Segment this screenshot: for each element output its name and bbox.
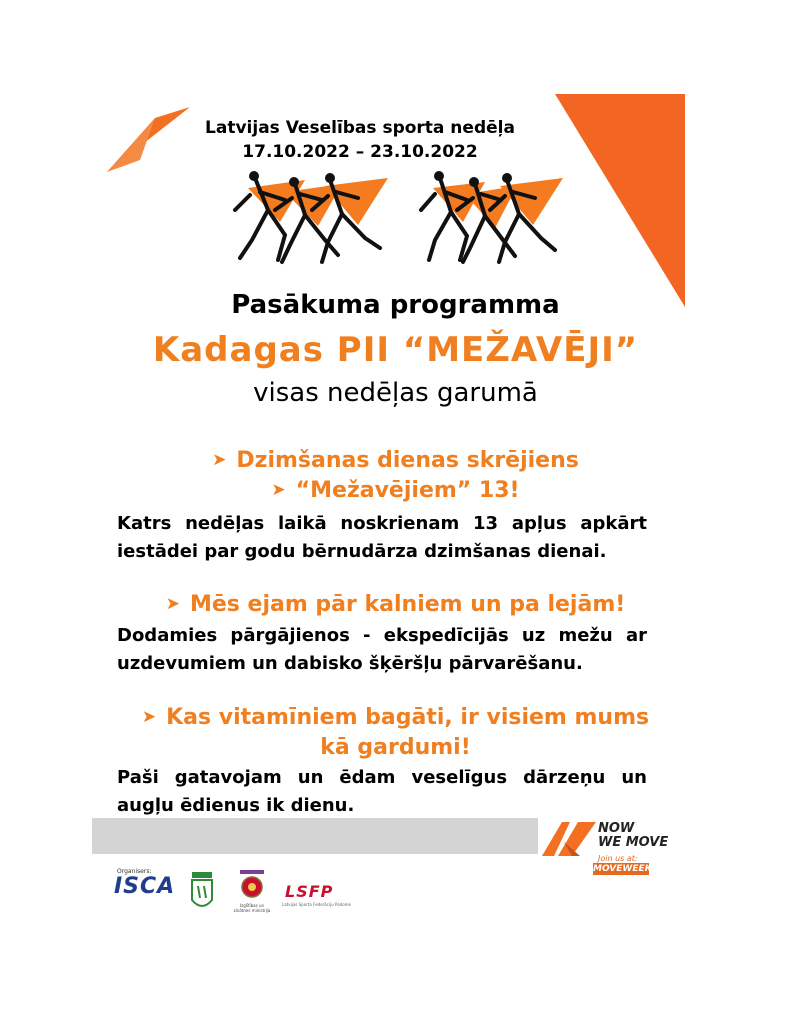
runner-group-right [421, 171, 563, 262]
section-2-heading: ➤ Mēs ejam pār kalniem un pa lejām! [165, 592, 626, 617]
now-we-move-logo-icon [540, 818, 600, 862]
top-right-triangle-icon [555, 94, 685, 307]
runners-illustration [230, 170, 570, 270]
section-1-heading-line-1: ➤ Dzimšanas dienas skrējiens [212, 448, 579, 473]
arrow-bullet-icon: ➤ [165, 594, 180, 614]
program-subtitle: visas nedēļas garumā [253, 378, 538, 408]
section-3-heading-line-1: ➤ Kas vitamīniem bagāti, ir visiem mums [141, 705, 650, 730]
event-dates: 17.10.2022 – 23.10.2022 [242, 142, 478, 162]
section-1-body: Katrs nedēļas laikā noskrienam 13 apļus apkārt iestādei par godu bērnudārza dzimšanas dienai. [117, 513, 647, 562]
arrow-bullet-icon: ➤ [212, 450, 227, 470]
ministry-crest-icon [237, 870, 267, 902]
runner-group-left [235, 171, 388, 262]
program-heading: Pasākuma programma [231, 290, 560, 320]
arrow-bullet-icon: ➤ [141, 707, 157, 727]
isca-logo: ISCA [114, 874, 176, 899]
section-3-heading-line-2: kā gardumi! [320, 735, 471, 760]
lsa-shield-logo-icon [190, 870, 214, 914]
join-us-label: Join us at: [598, 854, 638, 863]
arrow-bullet-icon: ➤ [271, 480, 286, 500]
moveweek-url: MOVEWEEK.EU [593, 864, 669, 874]
footer-grey-bar [92, 818, 538, 854]
lsfp-subtitle: Latvijas Sporta Federāciju Padome [282, 902, 351, 907]
organisers-label: Organisers: [117, 868, 152, 875]
section-1-heading-line-2: ➤ “Mežavējiem” 13! [271, 478, 520, 503]
event-title: Latvijas Veselības sporta nedēļa [205, 118, 515, 138]
kindergarten-name: Kadagas PII “MEŽAVĒJI” [152, 330, 639, 370]
now-we-move-text: NOW WE MOVE [598, 821, 669, 850]
top-left-triangle-shade-icon [107, 118, 155, 172]
ministry-label: Izglītības un zinātnes ministrija [233, 903, 271, 913]
section-3-body: Paši gatavojam un ēdam veselīgus dārzeņu un augļu ēdienus ik dienu. [117, 767, 647, 816]
section-2-body: Dodamies pārgājienos - ekspedīcijās uz mežu ar uzdevumiem un dabisko šķēršļu pārvarēšanu. [117, 625, 647, 674]
lsfp-logo: LSFP [285, 882, 334, 901]
